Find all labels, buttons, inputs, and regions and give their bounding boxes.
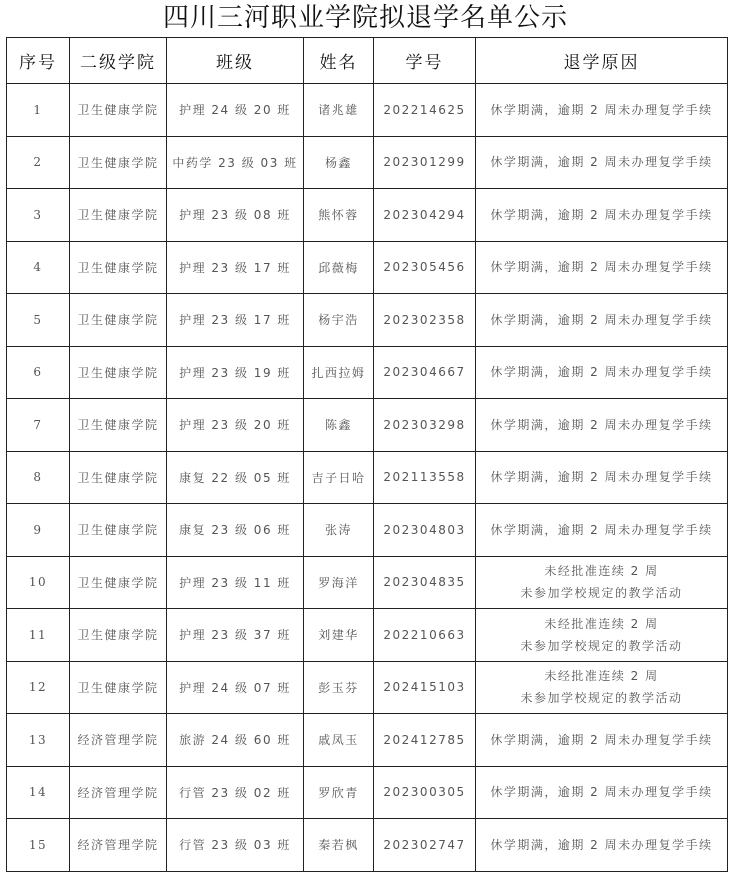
- cell-college: 卫生健康学院: [70, 609, 167, 662]
- cell-serial-number: 13: [7, 714, 70, 767]
- table-body: [7, 84, 728, 872]
- page-title: 四川三河职业学院拟退学名单公示: [162, 3, 568, 33]
- cell-name: 诸兆雄: [304, 84, 374, 137]
- cell-name: 熊怀蓉: [304, 189, 374, 242]
- cell-student-id: 202304835: [374, 556, 476, 609]
- table-row: [7, 399, 728, 452]
- cell-serial-number: 5: [7, 294, 70, 347]
- header-college: 二级学院: [70, 38, 167, 84]
- cell-student-id: 202301299: [374, 136, 476, 189]
- table-row: [7, 346, 728, 399]
- cell-reason: [476, 451, 728, 504]
- reason-line: 休学期满，逾期 2 周未办理复学手续: [490, 155, 713, 170]
- cell-serial-number: 14: [7, 766, 70, 819]
- table-row: [7, 451, 728, 504]
- reason-line: 休学期满，逾期 2 周未办理复学手续: [490, 470, 713, 485]
- reason-line: 休学期满，逾期 2 周未办理复学手续: [490, 522, 713, 537]
- reason-line: 休学期满，逾期 2 周未办理复学手续: [490, 312, 713, 327]
- cell-name: 张涛: [304, 504, 374, 557]
- cell-name: 刘建华: [304, 609, 374, 662]
- cell-serial-number: 9: [7, 504, 70, 557]
- table-row: [7, 189, 728, 242]
- reason-line: 休学期满，逾期 2 周未办理复学手续: [490, 417, 713, 432]
- cell-class: 康复 23 级 06 班: [167, 504, 304, 557]
- cell-reason: [476, 609, 728, 662]
- header-student-id: 学号: [374, 38, 476, 84]
- reason-line: 未参加学校规定的教学活动: [520, 586, 683, 601]
- withdrawal-list-table: [6, 37, 728, 872]
- cell-class: 行管 23 级 03 班: [167, 819, 304, 872]
- reason-line: 休学期满，逾期 2 周未办理复学手续: [490, 785, 713, 800]
- cell-name: 邱薇梅: [304, 241, 374, 294]
- cell-serial-number: 6: [7, 346, 70, 399]
- cell-college: 卫生健康学院: [70, 136, 167, 189]
- reason-line: 未经批准连续 2 周: [544, 669, 659, 684]
- cell-student-id: 202302358: [374, 294, 476, 347]
- cell-college: 卫生健康学院: [70, 84, 167, 137]
- cell-name: 杨宇浩: [304, 294, 374, 347]
- cell-name: 罗欣青: [304, 766, 374, 819]
- reason-line: 休学期满，逾期 2 周未办理复学手续: [490, 837, 713, 852]
- reason-line: 休学期满，逾期 2 周未办理复学手续: [490, 102, 713, 117]
- cell-college: 卫生健康学院: [70, 661, 167, 714]
- cell-reason: [476, 766, 728, 819]
- cell-serial-number: 2: [7, 136, 70, 189]
- cell-student-id: 202303298: [374, 399, 476, 452]
- reason-line: 未经批准连续 2 周: [544, 616, 659, 631]
- reason-line: 休学期满，逾期 2 周未办理复学手续: [490, 260, 713, 275]
- cell-college: 卫生健康学院: [70, 399, 167, 452]
- reason-line: 未参加学校规定的教学活动: [520, 638, 683, 653]
- cell-serial-number: 8: [7, 451, 70, 504]
- cell-class: 中药学 23 级 03 班: [167, 136, 304, 189]
- cell-college: 卫生健康学院: [70, 294, 167, 347]
- cell-student-id: 202113558: [374, 451, 476, 504]
- cell-name: 彭玉芬: [304, 661, 374, 714]
- cell-class: 康复 22 级 05 班: [167, 451, 304, 504]
- cell-student-id: 202415103: [374, 661, 476, 714]
- cell-college: 经济管理学院: [70, 819, 167, 872]
- cell-student-id: 202305456: [374, 241, 476, 294]
- cell-class: 护理 23 级 11 班: [167, 556, 304, 609]
- cell-reason: [476, 399, 728, 452]
- cell-serial-number: 1: [7, 84, 70, 137]
- cell-student-id: 202304294: [374, 189, 476, 242]
- reason-line: 休学期满，逾期 2 周未办理复学手续: [490, 365, 713, 380]
- cell-student-id: 202214625: [374, 84, 476, 137]
- cell-reason: [476, 294, 728, 347]
- cell-student-id: 202300305: [374, 766, 476, 819]
- cell-serial-number: 3: [7, 189, 70, 242]
- cell-name: 扎西拉姆: [304, 346, 374, 399]
- cell-college: 卫生健康学院: [70, 504, 167, 557]
- cell-college: 卫生健康学院: [70, 241, 167, 294]
- cell-class: 护理 23 级 08 班: [167, 189, 304, 242]
- table-row: [7, 504, 728, 557]
- cell-class: 护理 23 级 17 班: [167, 241, 304, 294]
- cell-reason: [476, 241, 728, 294]
- header-reason: 退学原因: [476, 38, 728, 84]
- cell-serial-number: 7: [7, 399, 70, 452]
- cell-class: 护理 24 级 07 班: [167, 661, 304, 714]
- cell-reason: [476, 661, 728, 714]
- cell-name: 陈鑫: [304, 399, 374, 452]
- cell-college: 卫生健康学院: [70, 451, 167, 504]
- table-row: [7, 136, 728, 189]
- header-name: 姓名: [304, 38, 374, 84]
- cell-name: 戚凤玉: [304, 714, 374, 767]
- cell-reason: [476, 84, 728, 137]
- table-header-row: [7, 38, 728, 84]
- cell-reason: [476, 346, 728, 399]
- cell-serial-number: 11: [7, 609, 70, 662]
- table-row: [7, 556, 728, 609]
- cell-class: 护理 23 级 17 班: [167, 294, 304, 347]
- reason-line: 休学期满，逾期 2 周未办理复学手续: [490, 732, 713, 747]
- reason-line: 未经批准连续 2 周: [544, 564, 659, 579]
- cell-student-id: 202210663: [374, 609, 476, 662]
- cell-class: 护理 23 级 19 班: [167, 346, 304, 399]
- cell-reason: [476, 714, 728, 767]
- cell-college: 卫生健康学院: [70, 189, 167, 242]
- header-serial-number: 序号: [7, 38, 70, 84]
- cell-college: 卫生健康学院: [70, 556, 167, 609]
- reason-line: 未参加学校规定的教学活动: [520, 691, 683, 706]
- cell-reason: [476, 556, 728, 609]
- reason-line: 休学期满，逾期 2 周未办理复学手续: [490, 207, 713, 222]
- table-row: [7, 84, 728, 137]
- cell-name: 杨鑫: [304, 136, 374, 189]
- cell-college: 经济管理学院: [70, 714, 167, 767]
- cell-class: 护理 23 级 20 班: [167, 399, 304, 452]
- cell-class: 旅游 24 级 60 班: [167, 714, 304, 767]
- table-row: [7, 294, 728, 347]
- cell-serial-number: 15: [7, 819, 70, 872]
- cell-reason: [476, 189, 728, 242]
- table-row: [7, 661, 728, 714]
- cell-college: 卫生健康学院: [70, 346, 167, 399]
- cell-reason: [476, 136, 728, 189]
- cell-serial-number: 12: [7, 661, 70, 714]
- table-row: [7, 819, 728, 872]
- cell-student-id: 202302747: [374, 819, 476, 872]
- cell-class: 护理 23 级 37 班: [167, 609, 304, 662]
- cell-class: 护理 24 级 20 班: [167, 84, 304, 137]
- cell-student-id: 202412785: [374, 714, 476, 767]
- cell-name: 罗海洋: [304, 556, 374, 609]
- cell-reason: [476, 504, 728, 557]
- cell-college: 经济管理学院: [70, 766, 167, 819]
- cell-class: 行管 23 级 02 班: [167, 766, 304, 819]
- table-row: [7, 241, 728, 294]
- cell-name: 秦若枫: [304, 819, 374, 872]
- cell-student-id: 202304803: [374, 504, 476, 557]
- table-row: [7, 766, 728, 819]
- cell-student-id: 202304667: [374, 346, 476, 399]
- table-row: [7, 609, 728, 662]
- cell-serial-number: 10: [7, 556, 70, 609]
- table-row: [7, 714, 728, 767]
- header-class: 班级: [167, 38, 304, 84]
- cell-reason: [476, 819, 728, 872]
- cell-name: 吉子日哈: [304, 451, 374, 504]
- cell-serial-number: 4: [7, 241, 70, 294]
